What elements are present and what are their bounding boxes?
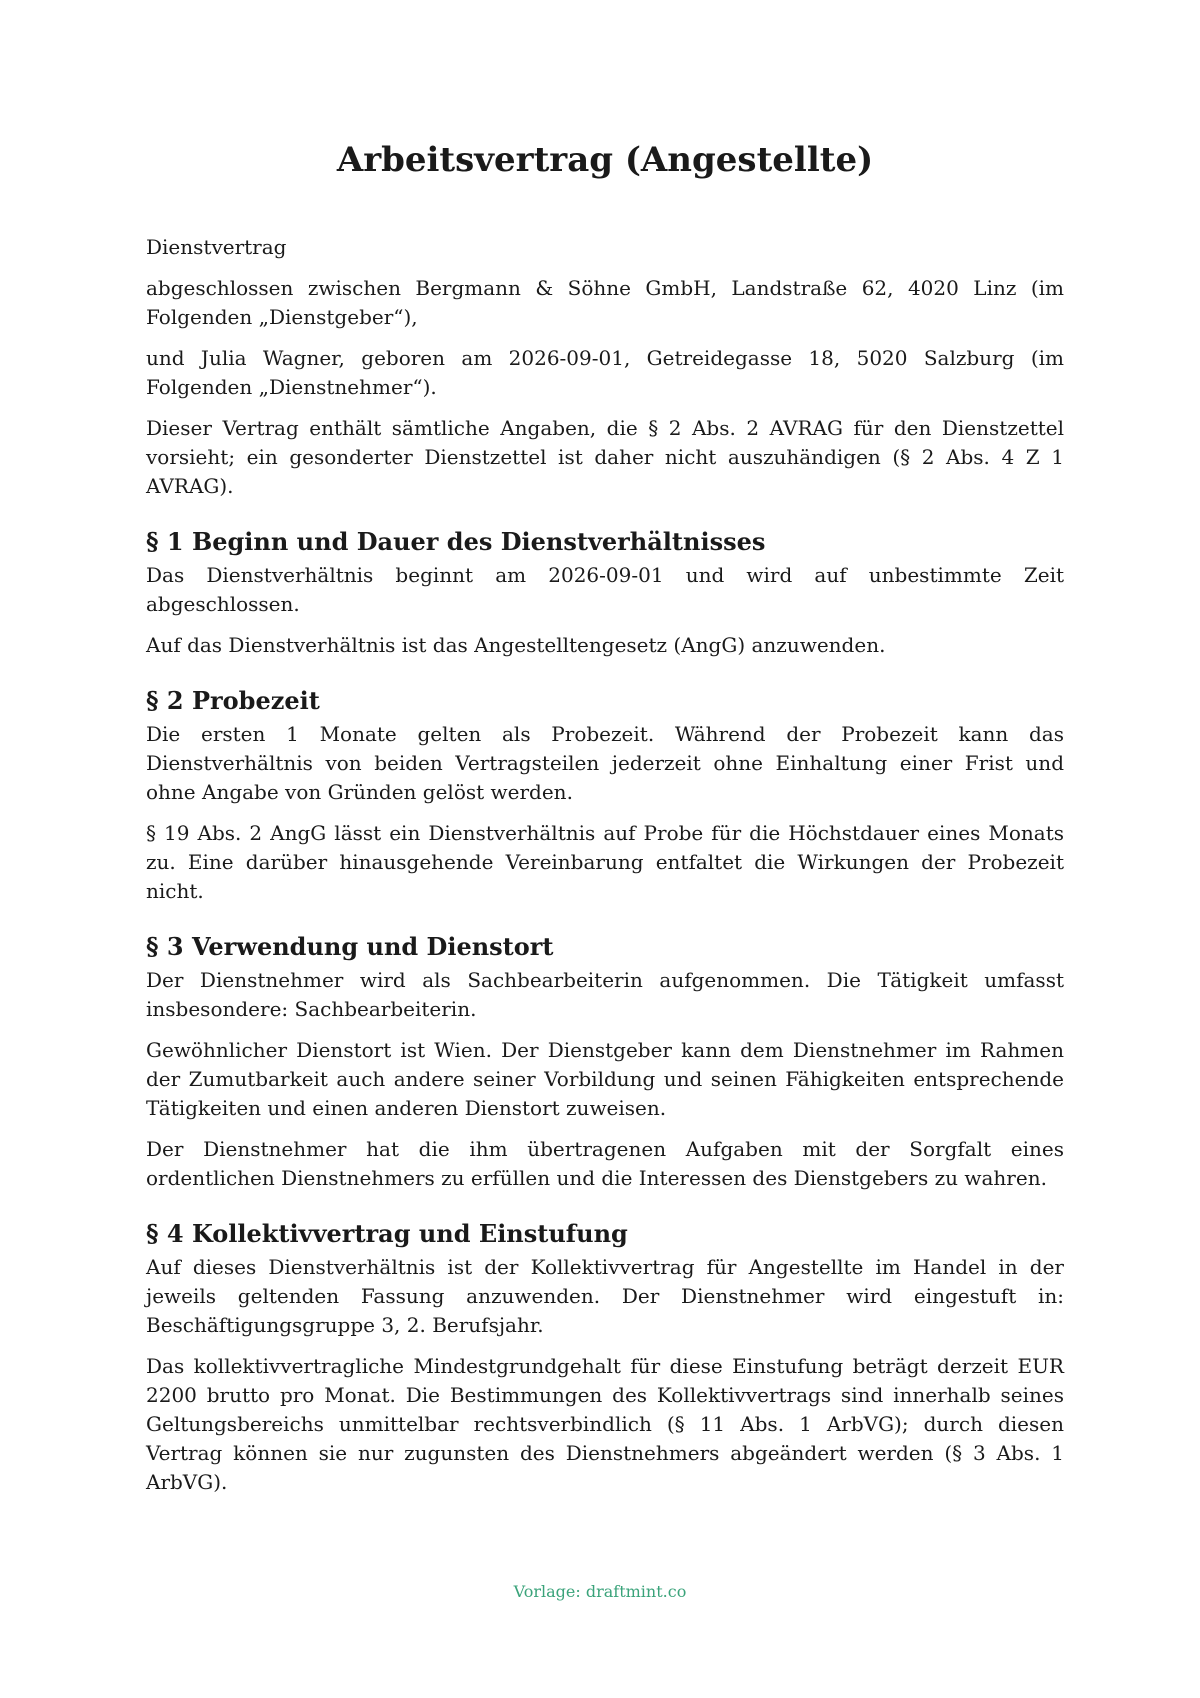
section-paragraph: Der Dienstnehmer wird als Sachbearbeiterin aufgenommen. Die Tätigkeit umfasst insbesondere: Sachbearbeiterin.: [146, 967, 1064, 1021]
intro-paragraph: abgeschlossen zwischen Bergmann & Söhne GmbH, Landstraße 62, 4020 Linz (im Folgenden „Dienstgeber“),: [146, 275, 1064, 329]
section-2: [146, 686, 1064, 906]
section-paragraph: Gewöhnlicher Dienstort ist Wien. Der Dienstgeber kann dem Dienstnehmer im Rahmen der Zumutbarkeit auch andere seiner Vorbildung und seinen Fähigkeiten entsprechende Tätigkeiten und einen anderen Dienstort zuweisen.: [146, 1037, 1064, 1120]
section-heading: § 4 Kollektivvertrag und Einstufung: [146, 1218, 628, 1248]
template-source-footer: Vorlage: draftmint.co: [513, 1582, 687, 1601]
section-paragraph: Der Dienstnehmer hat die ihm übertragenen Aufgaben mit der Sorgfalt eines ordentlichen Dienstnehmers zu erfüllen und die Interessen des Dienstgebers zu wahren.: [146, 1136, 1064, 1190]
intro-paragraph: Dieser Vertrag enthält sämtliche Angaben, die § 2 Abs. 2 AVRAG für den Dienstzettel vorsieht; ein gesonderter Dienstzettel ist daher nicht auszuhändigen (§ 2 Abs. 4 Z 1 AVRAG).: [146, 415, 1064, 498]
section-paragraph: Die ersten 1 Monate gelten als Probezeit. Während der Probezeit kann das Dienstverhältnis von beiden Vertragsteilen jederzeit ohne Einhaltung einer Frist und ohne Angabe von Gründen gelöst werden.: [146, 721, 1064, 804]
intro-block: [146, 233, 1064, 501]
section-4: [146, 1219, 1064, 1497]
intro-paragraph: Dienstvertrag: [146, 234, 287, 259]
section-3: [146, 932, 1064, 1193]
document-page: [146, 140, 1064, 1509]
section-heading: § 3 Verwendung und Dienstort: [146, 931, 554, 961]
section-1: [146, 527, 1064, 660]
intro-paragraph: und Julia Wagner, geboren am 2026-09-01, Getreidegasse 18, 5020 Salzburg (im Folgenden „Dienstnehmer“).: [146, 345, 1064, 399]
document-title: Arbeitsvertrag (Angestellte): [336, 140, 874, 180]
section-paragraph: Auf dieses Dienstverhältnis ist der Kollektivvertrag für Angestellte im Handel in der jeweils geltenden Fassung anzuwenden. Der Dienstnehmer wird eingestuft in: Beschäftigungsgruppe 3, 2. Berufsjahr.: [146, 1254, 1064, 1337]
section-paragraph: § 19 Abs. 2 AngG lässt ein Dienstverhältnis auf Probe für die Höchstdauer eines Monats zu. Eine darüber hinausgehende Vereinbarung entfaltet die Wirkungen der Probezeit nicht.: [146, 820, 1064, 903]
section-heading: § 1 Beginn und Dauer des Dienstverhältnisses: [146, 526, 766, 556]
section-paragraph: Auf das Dienstverhältnis ist das Angestelltengesetz (AngG) anzuwenden.: [146, 632, 886, 657]
section-paragraph: Das Dienstverhältnis beginnt am 2026-09-01 und wird auf unbestimmte Zeit abgeschlossen.: [146, 562, 1064, 616]
section-paragraph: Das kollektivvertragliche Mindestgrundgehalt für diese Einstufung beträgt derzeit EUR 2200 brutto pro Monat. Die Bestimmungen des Kollektivvertrags sind innerhalb seines Geltungsbereichs unmittelbar rechtsverbindlich (§ 11 Abs. 1 ArbVG); durch diesen Vertrag können sie nur zugunsten des Dienstnehmers abgeändert werden (§ 3 Abs. 1 ArbVG).: [146, 1353, 1064, 1494]
section-heading: § 2 Probezeit: [146, 685, 320, 715]
